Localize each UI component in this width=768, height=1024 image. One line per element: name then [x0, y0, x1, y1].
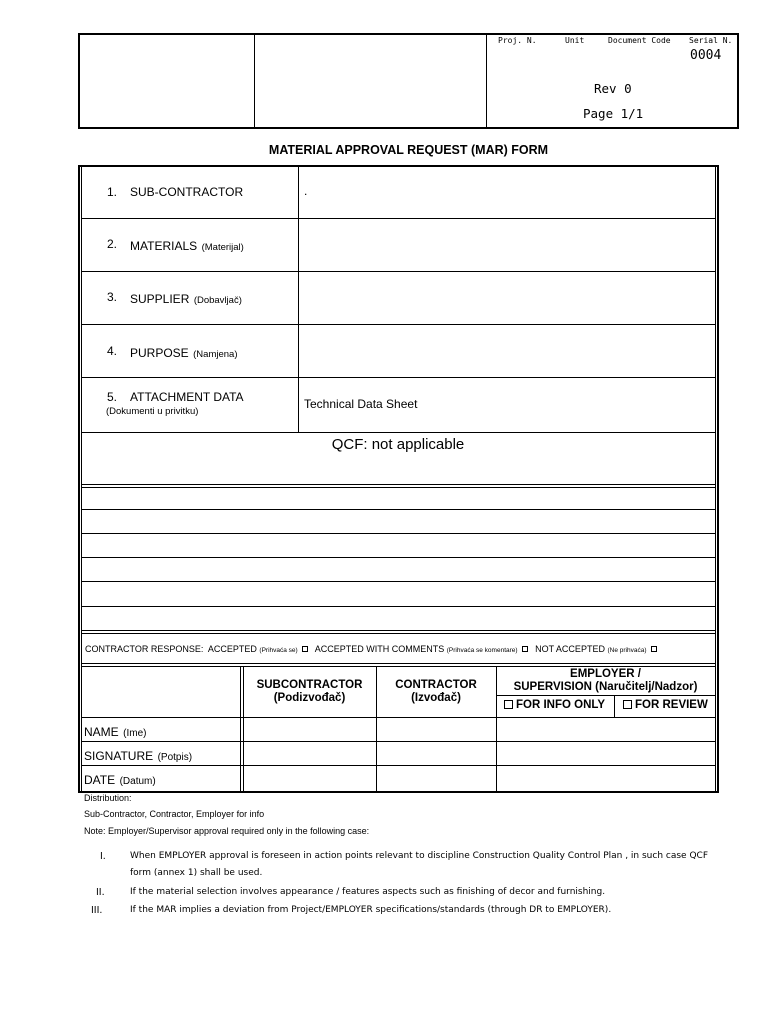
row-3-label [130, 290, 242, 308]
distribution-label: Distribution: [84, 793, 132, 803]
row-4-label [130, 344, 238, 362]
row-4-label-sub: (Namjena) [193, 349, 238, 360]
contractor-title: CONTRACTOR [395, 679, 477, 691]
row-4-label-text: PURPOSE [130, 346, 189, 360]
signoff-row-line-1 [81, 741, 715, 742]
accepted-label: ACCEPTED [207, 644, 257, 654]
name-sub: (Ime) [123, 728, 147, 739]
note-item-1-line-2: form (annex 1) shall be used. [130, 868, 263, 878]
comment-line-6a [81, 630, 715, 631]
accepted-sub: (Prihvaća se) [259, 647, 298, 654]
comment-line-6b [81, 633, 715, 634]
main-table-inner-right [715, 167, 716, 791]
for-review-checkbox[interactable] [623, 700, 632, 709]
label-value-divider [298, 167, 299, 432]
note-item-2-number: II. [96, 887, 105, 898]
date-label: DATE [84, 773, 116, 787]
row-3-label-sub: (Dobavljač) [193, 295, 242, 306]
row-3-number: 3. [107, 290, 118, 304]
header-divider-2 [486, 34, 487, 128]
for-info-label: FOR INFO ONLY [516, 699, 606, 711]
proj-label: Proj. N. [498, 36, 537, 45]
signoff-col-4 [614, 695, 615, 717]
comment-line-2 [81, 533, 715, 534]
not-accepted-label: NOT ACCEPTED [535, 644, 605, 654]
comment-line-3 [81, 557, 715, 558]
signoff-header-line [81, 717, 715, 718]
employer-title: EMPLOYER / [570, 668, 641, 680]
row-5-label: ATTACHMENT DATA [130, 390, 244, 404]
row-5-label-sub: (Dokumenti u privitku) [106, 406, 199, 417]
for-review-option[interactable] [623, 699, 708, 711]
with-comments-sub: (Prihvaća se komentare) [446, 647, 518, 654]
date-row-label [84, 771, 156, 789]
signoff-row-line-2 [81, 765, 715, 766]
row-line-4 [81, 377, 715, 378]
date-sub: (Datum) [119, 776, 156, 787]
note-item-3-text: If the MAR implies a deviation from Project/EMPLOYER specifications/standards (through DR to EMPLOYER). [130, 905, 612, 915]
row-line-5 [81, 432, 715, 433]
signoff-col-1a [240, 667, 241, 791]
row-1-label: SUB-CONTRACTOR [130, 185, 244, 199]
note-item-2-text: If the material selection involves appearance / features aspects such as finishing of decor and furnishing. [130, 887, 606, 897]
unit-label: Unit [565, 36, 585, 45]
for-info-option[interactable] [504, 699, 605, 711]
comment-line-5 [81, 606, 715, 607]
signature-row-label [84, 747, 192, 765]
row-1-number: 1. [107, 185, 118, 199]
employer-sub: SUPERVISION (Naručitelj/Nadzor) [513, 681, 698, 693]
contractor-response [85, 644, 659, 654]
revision: Rev 0 [594, 81, 632, 96]
contractor-sub: (Izvođač) [411, 692, 461, 704]
row-5-value[interactable]: Technical Data Sheet [304, 397, 418, 411]
subcontractor-header [243, 679, 376, 705]
row-line-2 [81, 271, 715, 272]
header-divider-1 [254, 34, 255, 128]
with-comments-checkbox[interactable] [522, 646, 528, 652]
row-2-label-sub: (Materijal) [201, 242, 244, 253]
row-2-number: 2. [107, 237, 118, 251]
with-comments-label: ACCEPTED WITH COMMENTS [314, 644, 445, 654]
serial-value: 0004 [690, 48, 722, 63]
qcf-line-a [81, 484, 715, 485]
row-2-label [130, 237, 244, 255]
approval-note: Note: Employer/Supervisor approval required only in the following case: [84, 826, 370, 836]
not-accepted-checkbox[interactable] [651, 646, 657, 652]
note-item-1-number: I. [100, 851, 106, 862]
distribution-list: Sub-Contractor, Contractor, Employer for info [84, 809, 265, 819]
signature-label: SIGNATURE [84, 749, 154, 763]
response-prefix: CONTRACTOR RESPONSE: [85, 644, 204, 654]
row-4-number: 4. [107, 344, 118, 358]
qcf-line-b [81, 487, 715, 488]
name-label: NAME [84, 725, 119, 739]
employer-header [496, 668, 715, 694]
signature-sub: (Potpis) [157, 752, 193, 763]
serial-label: Serial N. [689, 36, 733, 45]
name-row-label [84, 723, 146, 741]
form-title: MATERIAL APPROVAL REQUEST (MAR) FORM [268, 143, 549, 157]
for-review-label: FOR REVIEW [635, 699, 708, 711]
not-accepted-sub: (Ne prihvaća) [607, 647, 647, 654]
contractor-header [376, 679, 496, 705]
comment-line-4 [81, 581, 715, 582]
subcontractor-sub: (Podizvođač) [273, 692, 346, 704]
row-line-3 [81, 324, 715, 325]
employer-split-line [496, 695, 715, 696]
page-number: Page 1/1 [583, 106, 644, 121]
row-1-value[interactable]: . [304, 184, 308, 198]
for-info-checkbox[interactable] [504, 700, 513, 709]
note-item-1-line-1: When EMPLOYER approval is foreseen in action points relevant to discipline Construction Quality Control Plan , in such case QCF [130, 851, 708, 861]
accepted-checkbox[interactable] [302, 646, 308, 652]
doc-code-label: Document Code [608, 36, 671, 45]
row-5-number: 5. [107, 390, 118, 404]
signoff-line-b [81, 666, 715, 667]
subcontractor-title: SUBCONTRACTOR [256, 679, 363, 691]
signoff-line-a [81, 663, 715, 664]
row-3-label-text: SUPPLIER [130, 292, 190, 306]
qcf-note: QCF: not applicable [331, 436, 465, 453]
main-table-inner-left [81, 167, 82, 791]
note-item-3-number: III. [91, 905, 103, 916]
comment-line-1 [81, 509, 715, 510]
row-2-label-text: MATERIALS [130, 239, 198, 253]
row-line-1 [81, 218, 715, 219]
